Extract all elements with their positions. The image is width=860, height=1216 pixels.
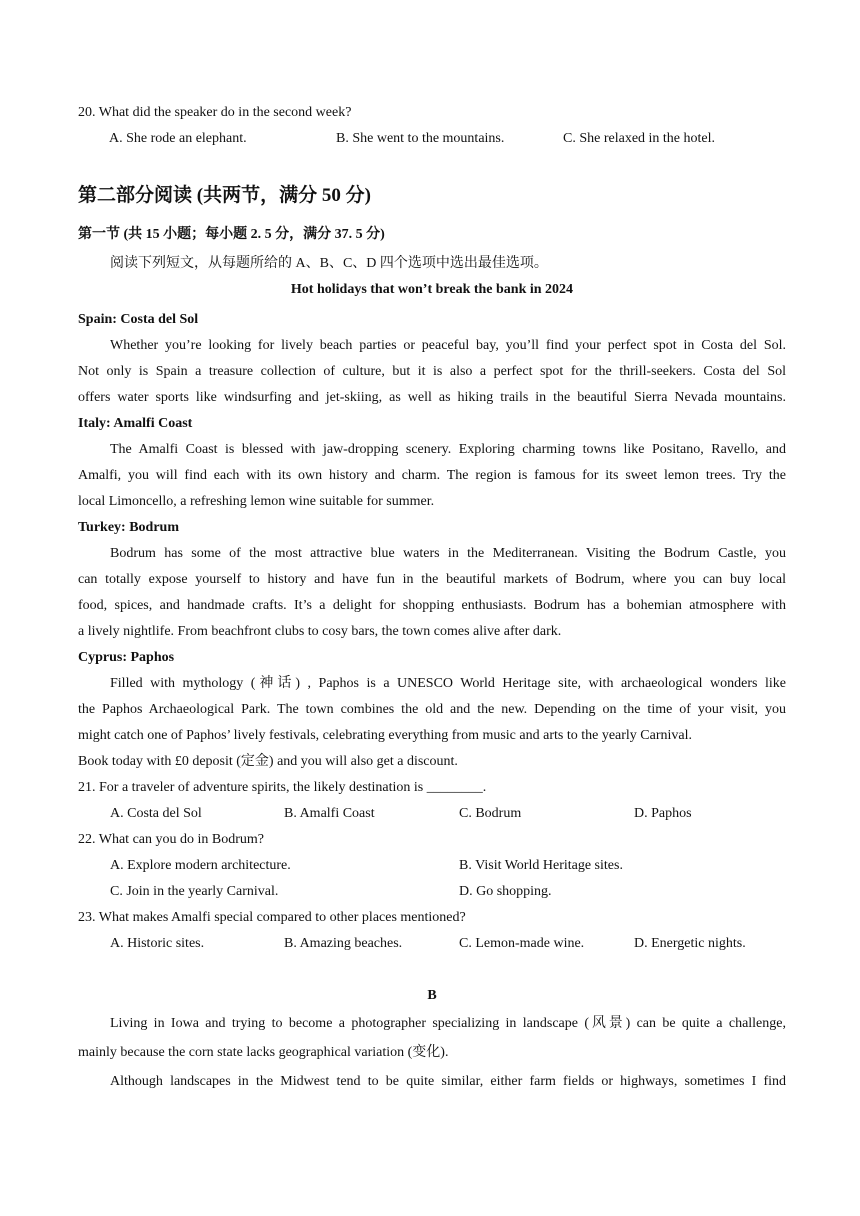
heading-turkey: Turkey: Bodrum [78, 520, 180, 535]
question-22-options-row2 [78, 879, 786, 905]
instruction: 阅读下列短文，从每题所给的 A、B、C、D 四个选项中选出最佳选项。 [110, 256, 548, 271]
option-c: C. Lemon-made wine. [459, 936, 585, 951]
option-a: A. She rode an elephant. [109, 131, 247, 146]
booking-note: Book today with £0 deposit (定金) and you will also get a discount. [78, 754, 458, 769]
question-23-stem: 23. What makes Amalfi special compared to other places mentioned? [78, 910, 466, 925]
option-b: B. She went to the mountains. [336, 131, 505, 146]
question-21-stem: 21. For a traveler of adventure spirits, the likely destination is ________. [78, 780, 487, 795]
paragraph-line: Filled with mythology (神话) , Paphos is a UNESCO World Heritage site, with archaeological wonders like [110, 676, 786, 691]
passage-body [78, 307, 786, 1096]
part-two-title: 第二部分阅读 (共两节，满分 50 分) [78, 185, 371, 206]
question-22-stem: 22. What can you do in Bodrum? [78, 832, 264, 847]
question-22-options-row1 [78, 853, 786, 879]
paragraph-line: might catch one of Paphos’ lively festivals, celebrating everything from music and arts to the yearly Carnival. [78, 728, 693, 743]
option-a: A. Explore modern architecture. [110, 858, 291, 873]
spacer [78, 957, 786, 983]
paragraph-line: Living in Iowa and trying to become a photographer specializing in landscape (风景) can be quite a challenge, [110, 1016, 786, 1031]
option-c: C. Join in the yearly Carnival. [110, 884, 279, 899]
option-a: A. Historic sites. [110, 936, 205, 951]
option-b: B. Amalfi Coast [284, 806, 375, 821]
paragraph-line: The Amalfi Coast is blessed with jaw-dropping scenery. Exploring charming towns like Positano, Ravello, and [110, 442, 786, 457]
paragraph-line: Although landscapes in the Midwest tend to be quite similar, either farm fields or highways, sometimes I find [110, 1074, 786, 1089]
option-c: C. She relaxed in the hotel. [563, 131, 716, 146]
passage-b-label: B [427, 988, 437, 1003]
heading-spain: Spain: Costa del Sol [78, 312, 199, 327]
option-d: D. Go shopping. [459, 884, 552, 899]
paragraph-line: Not only is Spain a treasure collection of culture, but it is also a perfect spot for the thrill-seekers. Costa del Sol [78, 364, 786, 379]
paragraph-line: Amalfi, you will find each with its own history and charm. The region is famous for its sweet lemon trees. Try the [78, 468, 786, 483]
question-23-options [78, 931, 786, 957]
option-d: D. Paphos [634, 806, 692, 821]
paragraph-line: mainly because the corn state lacks geographical variation (变化). [78, 1045, 449, 1060]
question-21-options [78, 801, 786, 827]
heading-cyprus: Cyprus: Paphos [78, 650, 175, 665]
paragraph-line: Whether you’re looking for lively beach parties or peaceful bay, you’ll find your perfect spot in Costa del Sol. [110, 338, 786, 353]
article-title: Hot holidays that won’t break the bank in 2024 [290, 282, 574, 297]
paragraph-line: a lively nightlife. From beachfront clubs to cosy bars, the town comes alive after dark. [78, 624, 562, 639]
option-a: A. Costa del Sol [110, 806, 202, 821]
paragraph-line: Bodrum has some of the most attractive blue waters in the Mediterranean. Visiting the Bodrum Castle, you [110, 546, 786, 561]
heading-italy: Italy: Amalfi Coast [78, 416, 193, 431]
option-d: D. Energetic nights. [634, 936, 746, 951]
question-20-stem: 20. What did the speaker do in the second week? [78, 105, 352, 120]
paragraph-line: offers water sports like windsurfing and jet-skiing, as well as hiking trails in the beautiful Sierra Nevada mountains. [78, 390, 786, 405]
paragraph-line: local Limoncello, a refreshing lemon wine suitable for summer. [78, 494, 435, 509]
paragraph-line: the Paphos Archaeological Park. The town combines the old and the new. Depending on the time of your visit, you [78, 702, 786, 717]
option-b: B. Visit World Heritage sites. [459, 858, 623, 873]
option-c: C. Bodrum [459, 806, 522, 821]
option-b: B. Amazing beaches. [284, 936, 403, 951]
section-one-title: 第一节 (共 15 小题；每小题 2. 5 分，满分 37. 5 分) [78, 227, 385, 242]
paragraph-line: can totally expose yourself to history and have fun in the beautiful markets of Bodrum, where you can buy local [78, 572, 786, 587]
paragraph-line: food, spices, and handmade crafts. It’s a delight for shopping enthusiasts. Bodrum has a bohemian atmosphere with [78, 598, 786, 613]
